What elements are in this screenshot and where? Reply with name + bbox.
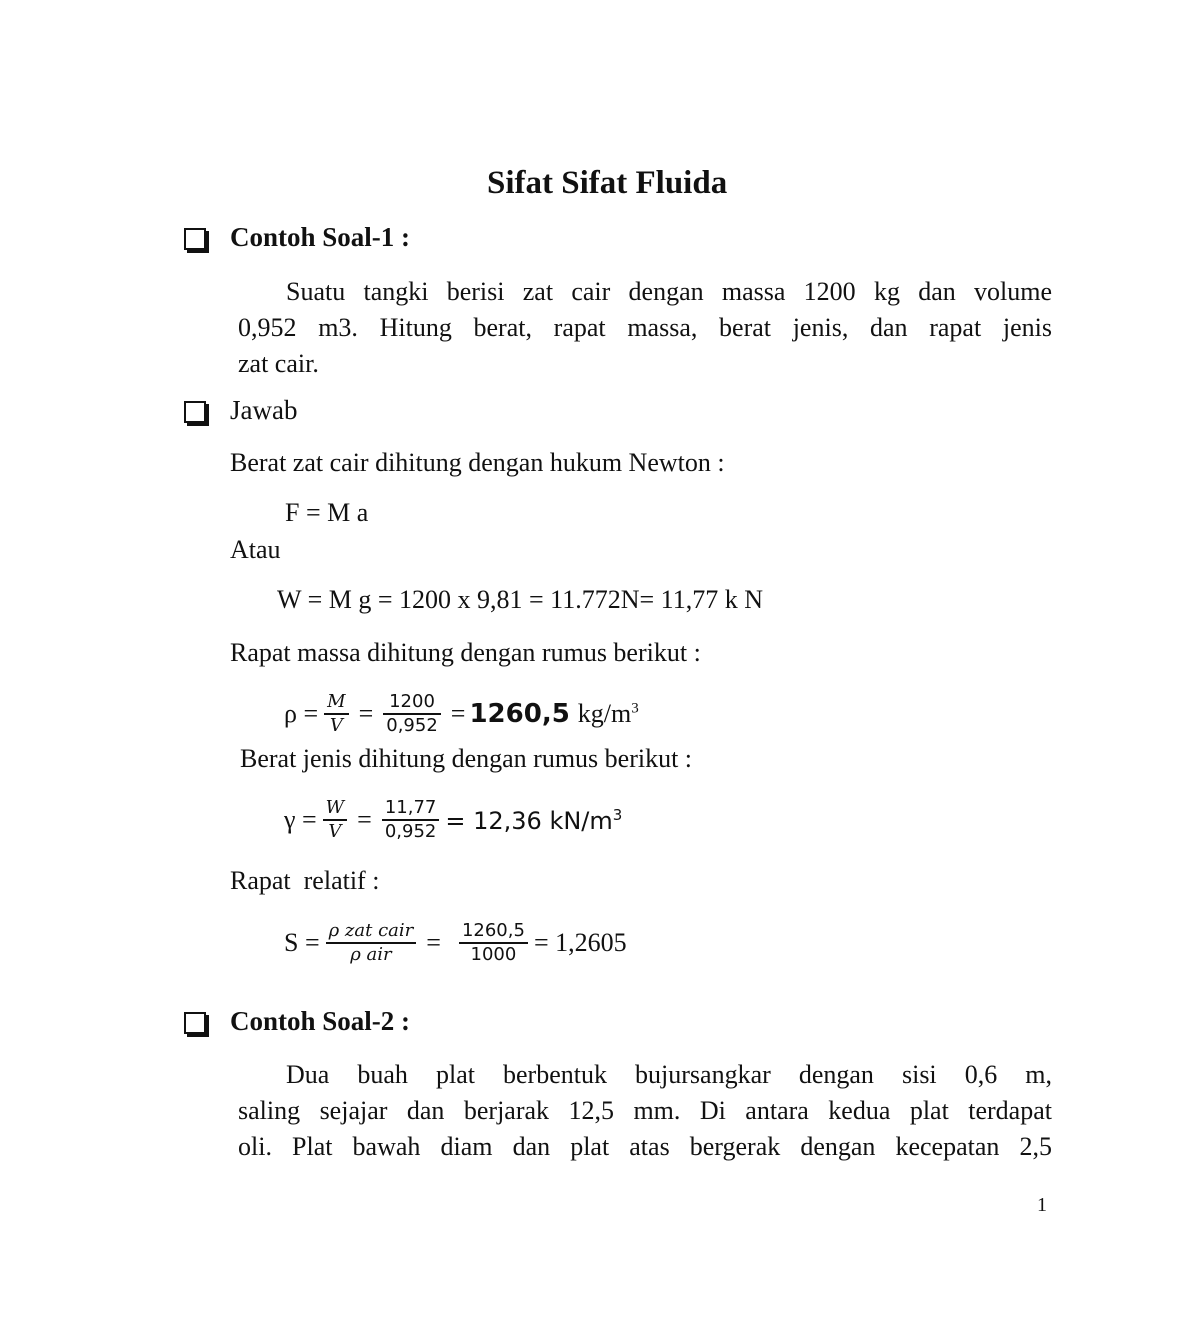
problem-2-text bbox=[238, 1057, 1052, 1165]
density-lhs: ρ = bbox=[284, 699, 319, 728]
s-lhs: S = bbox=[284, 928, 320, 957]
fraction-w-over-v bbox=[323, 797, 348, 843]
checkbox-icon bbox=[184, 401, 206, 423]
problem-1-line: Suatu tangki berisi zat cair dengan massa 1200 kg dan volume bbox=[286, 277, 1052, 306]
fraction-denominator: ρ air bbox=[350, 943, 392, 965]
page-title: Sifat Sifat Fluida bbox=[487, 165, 728, 201]
equation-weight: W = M g = 1200 x 9,81 = 11.772N= 11,77 k N bbox=[277, 585, 763, 614]
gamma-result: = 12,36 kN/m bbox=[445, 806, 613, 835]
specific-weight-intro: Berat jenis dihitung dengan rumus berikut : bbox=[240, 744, 693, 773]
page-number: 1 bbox=[1037, 1194, 1047, 1216]
problem-2-line: saling sejajar dan berjarak 12,5 mm. Di antara kedua plat terdapat bbox=[238, 1096, 1052, 1125]
equals-sign: = bbox=[450, 699, 466, 728]
fraction-numerator: W bbox=[325, 797, 345, 819]
section-heading-soal-2: Contoh Soal-2 : bbox=[230, 1006, 411, 1036]
fraction-m-over-v bbox=[324, 691, 348, 737]
fraction-denominator: 0,952 bbox=[384, 820, 437, 842]
equation-relative-density bbox=[284, 914, 627, 972]
equals-sign: = bbox=[358, 699, 374, 728]
density-result-unit: kg/m bbox=[577, 699, 632, 728]
problem-1-text bbox=[238, 274, 1052, 382]
s-result: = 1,2605 bbox=[533, 928, 627, 957]
density-result-value: 1260,5 bbox=[469, 699, 570, 729]
equation-density bbox=[284, 686, 639, 742]
problem-1-line: zat cair. bbox=[238, 349, 319, 378]
weight-intro: Berat zat cair dihitung dengan hukum Newton : bbox=[230, 448, 725, 477]
fraction-numerator: 11,77 bbox=[384, 797, 437, 819]
fraction-denominator: V bbox=[329, 714, 343, 736]
section-heading-soal-1: Contoh Soal-1 : bbox=[230, 222, 411, 252]
fraction-values bbox=[383, 691, 441, 737]
problem-1-line: 0,952 m3. Hitung berat, rapat massa, berat jenis, dan rapat jenis bbox=[238, 313, 1052, 342]
relative-density-intro: Rapat relatif : bbox=[230, 866, 380, 895]
answer-heading: Jawab bbox=[230, 395, 298, 425]
fraction-denominator: 1000 bbox=[470, 943, 517, 965]
fraction-rho-ratio bbox=[326, 920, 417, 966]
fraction-values bbox=[382, 797, 440, 843]
fraction-numerator: ρ zat cair bbox=[328, 920, 414, 942]
atau-label: Atau bbox=[230, 535, 281, 564]
density-intro: Rapat massa dihitung dengan rumus berikut : bbox=[230, 638, 701, 667]
fraction-values bbox=[459, 920, 528, 966]
checkbox-icon bbox=[184, 1012, 206, 1034]
gamma-exponent: 3 bbox=[612, 805, 623, 824]
fraction-denominator: 0,952 bbox=[386, 714, 438, 736]
equation-specific-weight bbox=[284, 792, 622, 848]
gamma-lhs: γ = bbox=[284, 805, 317, 834]
density-exponent: 3 bbox=[631, 700, 639, 717]
fraction-numerator: M bbox=[327, 691, 346, 713]
fraction-numerator: 1260,5 bbox=[461, 920, 525, 942]
fraction-numerator: 1200 bbox=[389, 691, 435, 713]
problem-2-line: Dua buah plat berbentuk bujursangkar dengan sisi 0,6 m, bbox=[286, 1060, 1052, 1089]
checkbox-icon bbox=[184, 228, 206, 250]
problem-2-line: oli. Plat bawah diam dan plat atas bergerak dengan kecepatan 2,5 bbox=[238, 1132, 1052, 1161]
equals-sign: = bbox=[357, 805, 372, 834]
equals-sign: = bbox=[426, 928, 441, 957]
fraction-denominator: V bbox=[328, 820, 342, 842]
equation-newton: F = M a bbox=[285, 498, 369, 527]
